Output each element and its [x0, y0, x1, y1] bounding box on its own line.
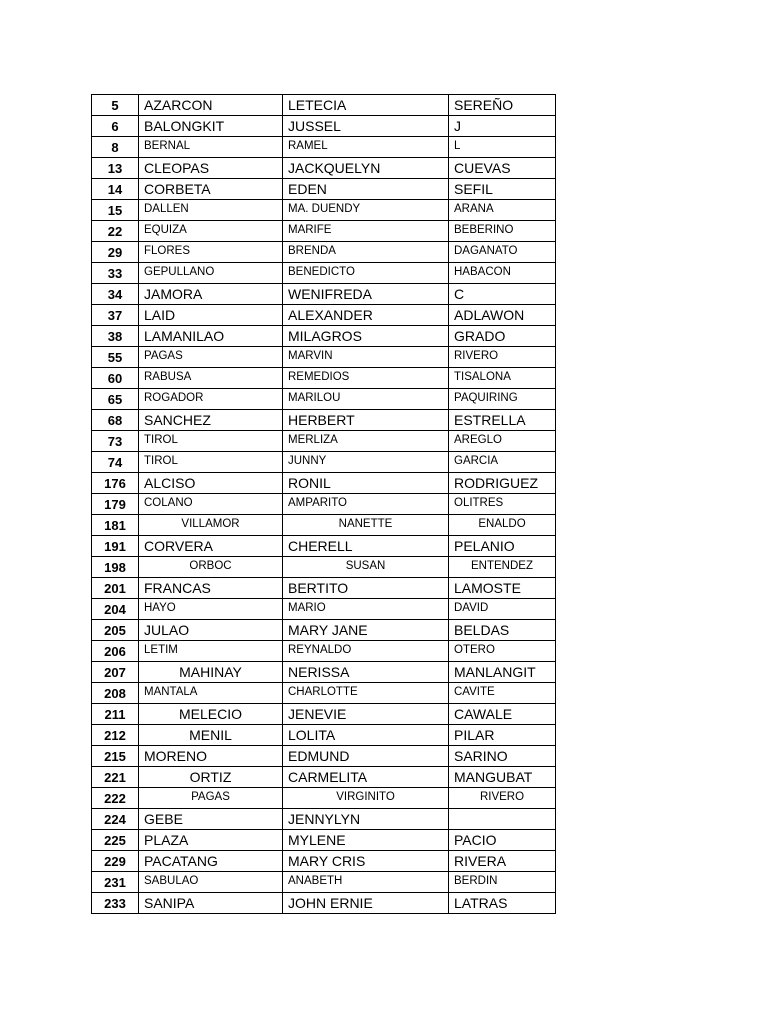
last-name-cell: BERNAL — [139, 137, 283, 158]
last-name-cell: PAGAS — [139, 788, 283, 809]
row-number: 222 — [92, 788, 139, 809]
table-row — [92, 578, 556, 599]
row-number: 225 — [92, 830, 139, 851]
first-name-cell: BRENDA — [283, 242, 449, 263]
table-row — [92, 242, 556, 263]
row-number: 206 — [92, 641, 139, 662]
first-name-cell: MYLENE — [283, 830, 449, 851]
table-row — [92, 347, 556, 368]
first-name-cell: NANETTE — [283, 515, 449, 536]
table-row — [92, 116, 556, 137]
last-name-cell: GEPULLANO — [139, 263, 283, 284]
middle-name-cell: RIVERO — [449, 347, 556, 368]
first-name-cell: MERLIZA — [283, 431, 449, 452]
row-number: 224 — [92, 809, 139, 830]
last-name-cell: PLAZA — [139, 830, 283, 851]
row-number: 176 — [92, 473, 139, 494]
row-number: 207 — [92, 662, 139, 683]
row-number: 231 — [92, 872, 139, 893]
first-name-cell: AMPARITO — [283, 494, 449, 515]
middle-name-cell — [449, 809, 556, 830]
middle-name-cell: MANGUBAT — [449, 767, 556, 788]
first-name-cell: SUSAN — [283, 557, 449, 578]
row-number: 38 — [92, 326, 139, 347]
row-number: 179 — [92, 494, 139, 515]
middle-name-cell: OTERO — [449, 641, 556, 662]
middle-name-cell: RIVERO — [449, 788, 556, 809]
last-name-cell: PACATANG — [139, 851, 283, 872]
row-number: 211 — [92, 704, 139, 725]
middle-name-cell: SEFIL — [449, 179, 556, 200]
row-number: 29 — [92, 242, 139, 263]
last-name-cell: TIROL — [139, 452, 283, 473]
last-name-cell: MELECIO — [139, 704, 283, 725]
table-row — [92, 389, 556, 410]
table-row — [92, 809, 556, 830]
table-row — [92, 557, 556, 578]
last-name-cell: ALCISO — [139, 473, 283, 494]
middle-name-cell: C — [449, 284, 556, 305]
table-row — [92, 179, 556, 200]
row-number: 221 — [92, 767, 139, 788]
table-row — [92, 662, 556, 683]
last-name-cell: ORBOC — [139, 557, 283, 578]
last-name-cell: MORENO — [139, 746, 283, 767]
row-number: 233 — [92, 893, 139, 914]
last-name-cell: SANIPA — [139, 893, 283, 914]
first-name-cell: MILAGROS — [283, 326, 449, 347]
last-name-cell: MANTALA — [139, 683, 283, 704]
first-name-cell: JENEVIE — [283, 704, 449, 725]
middle-name-cell: L — [449, 137, 556, 158]
table-row — [92, 284, 556, 305]
table-row — [92, 368, 556, 389]
table-row — [92, 137, 556, 158]
first-name-cell: WENIFREDA — [283, 284, 449, 305]
middle-name-cell: J — [449, 116, 556, 137]
middle-name-cell: OLITRES — [449, 494, 556, 515]
row-number: 8 — [92, 137, 139, 158]
middle-name-cell: SARINO — [449, 746, 556, 767]
row-number: 73 — [92, 431, 139, 452]
table-row — [92, 893, 556, 914]
table-row — [92, 200, 556, 221]
first-name-cell: JENNYLYN — [283, 809, 449, 830]
row-number: 60 — [92, 368, 139, 389]
middle-name-cell: HABACON — [449, 263, 556, 284]
middle-name-cell: PILAR — [449, 725, 556, 746]
row-number: 5 — [92, 95, 139, 116]
middle-name-cell: ARANA — [449, 200, 556, 221]
first-name-cell: LETECIA — [283, 95, 449, 116]
first-name-cell: BERTITO — [283, 578, 449, 599]
last-name-cell: JAMORA — [139, 284, 283, 305]
middle-name-cell: SEREÑO — [449, 95, 556, 116]
first-name-cell: EDEN — [283, 179, 449, 200]
table-row — [92, 263, 556, 284]
middle-name-cell: ENALDO — [449, 515, 556, 536]
row-number: 204 — [92, 599, 139, 620]
table-row — [92, 473, 556, 494]
middle-name-cell: BERDIN — [449, 872, 556, 893]
last-name-cell: DALLEN — [139, 200, 283, 221]
middle-name-cell: BEBERINO — [449, 221, 556, 242]
last-name-cell: JULAO — [139, 620, 283, 641]
row-number: 191 — [92, 536, 139, 557]
middle-name-cell: ADLAWON — [449, 305, 556, 326]
last-name-cell: ORTIZ — [139, 767, 283, 788]
row-number: 208 — [92, 683, 139, 704]
row-number: 74 — [92, 452, 139, 473]
table-row — [92, 431, 556, 452]
middle-name-cell: LAMOSTE — [449, 578, 556, 599]
first-name-cell: CARMELITA — [283, 767, 449, 788]
middle-name-cell: GARCIA — [449, 452, 556, 473]
first-name-cell: MARILOU — [283, 389, 449, 410]
middle-name-cell: CAVITE — [449, 683, 556, 704]
middle-name-cell: DAVID — [449, 599, 556, 620]
first-name-cell: RONIL — [283, 473, 449, 494]
middle-name-cell: LATRAS — [449, 893, 556, 914]
first-name-cell: EDMUND — [283, 746, 449, 767]
name-roster-table — [91, 94, 556, 914]
first-name-cell: REYNALDO — [283, 641, 449, 662]
last-name-cell: EQUIZA — [139, 221, 283, 242]
last-name-cell: MAHINAY — [139, 662, 283, 683]
last-name-cell: CORBETA — [139, 179, 283, 200]
row-number: 205 — [92, 620, 139, 641]
first-name-cell: CHARLOTTE — [283, 683, 449, 704]
last-name-cell: VILLAMOR — [139, 515, 283, 536]
first-name-cell: HERBERT — [283, 410, 449, 431]
table-row — [92, 536, 556, 557]
first-name-cell: JOHN ERNIE — [283, 893, 449, 914]
first-name-cell: JACKQUELYN — [283, 158, 449, 179]
first-name-cell: MARIFE — [283, 221, 449, 242]
last-name-cell: TIROL — [139, 431, 283, 452]
last-name-cell: BALONGKIT — [139, 116, 283, 137]
first-name-cell: CHERELL — [283, 536, 449, 557]
table-row — [92, 872, 556, 893]
table-row — [92, 515, 556, 536]
last-name-cell: RABUSA — [139, 368, 283, 389]
first-name-cell: LOLITA — [283, 725, 449, 746]
last-name-cell: AZARCON — [139, 95, 283, 116]
table-row — [92, 641, 556, 662]
row-number: 215 — [92, 746, 139, 767]
last-name-cell: COLANO — [139, 494, 283, 515]
first-name-cell: MARY JANE — [283, 620, 449, 641]
middle-name-cell: CAWALE — [449, 704, 556, 725]
last-name-cell: CLEOPAS — [139, 158, 283, 179]
table-row — [92, 95, 556, 116]
table-row — [92, 158, 556, 179]
last-name-cell: ROGADOR — [139, 389, 283, 410]
row-number: 201 — [92, 578, 139, 599]
middle-name-cell: TISALONA — [449, 368, 556, 389]
table-row — [92, 620, 556, 641]
first-name-cell: ANABETH — [283, 872, 449, 893]
middle-name-cell: RIVERA — [449, 851, 556, 872]
middle-name-cell: DAGANATO — [449, 242, 556, 263]
first-name-cell: VIRGINITO — [283, 788, 449, 809]
middle-name-cell: RODRIGUEZ — [449, 473, 556, 494]
last-name-cell: LAID — [139, 305, 283, 326]
middle-name-cell: BELDAS — [449, 620, 556, 641]
row-number: 65 — [92, 389, 139, 410]
table-row — [92, 746, 556, 767]
last-name-cell: FRANCAS — [139, 578, 283, 599]
row-number: 55 — [92, 347, 139, 368]
row-number: 34 — [92, 284, 139, 305]
table-row — [92, 704, 556, 725]
row-number: 33 — [92, 263, 139, 284]
table-row — [92, 410, 556, 431]
table-row — [92, 599, 556, 620]
table-row — [92, 452, 556, 473]
roster-body — [92, 95, 556, 914]
table-row — [92, 830, 556, 851]
row-number: 14 — [92, 179, 139, 200]
middle-name-cell: PAQUIRING — [449, 389, 556, 410]
table-row — [92, 221, 556, 242]
last-name-cell: SANCHEZ — [139, 410, 283, 431]
last-name-cell: FLORES — [139, 242, 283, 263]
row-number: 212 — [92, 725, 139, 746]
last-name-cell: LAMANILAO — [139, 326, 283, 347]
middle-name-cell: ESTRELLA — [449, 410, 556, 431]
row-number: 68 — [92, 410, 139, 431]
first-name-cell: ALEXANDER — [283, 305, 449, 326]
first-name-cell: MARY CRIS — [283, 851, 449, 872]
middle-name-cell: PACIO — [449, 830, 556, 851]
last-name-cell: GEBE — [139, 809, 283, 830]
middle-name-cell: CUEVAS — [449, 158, 556, 179]
row-number: 198 — [92, 557, 139, 578]
row-number: 6 — [92, 116, 139, 137]
row-number: 22 — [92, 221, 139, 242]
first-name-cell: REMEDIOS — [283, 368, 449, 389]
table-row — [92, 494, 556, 515]
table-row — [92, 326, 556, 347]
table-row — [92, 725, 556, 746]
first-name-cell: JUSSEL — [283, 116, 449, 137]
last-name-cell: HAYO — [139, 599, 283, 620]
table-row — [92, 305, 556, 326]
row-number: 15 — [92, 200, 139, 221]
row-number: 37 — [92, 305, 139, 326]
first-name-cell: NERISSA — [283, 662, 449, 683]
first-name-cell: JUNNY — [283, 452, 449, 473]
last-name-cell: CORVERA — [139, 536, 283, 557]
table-row — [92, 788, 556, 809]
table-row — [92, 683, 556, 704]
last-name-cell: SABULAO — [139, 872, 283, 893]
last-name-cell: MENIL — [139, 725, 283, 746]
first-name-cell: MA. DUENDY — [283, 200, 449, 221]
middle-name-cell: PELANIO — [449, 536, 556, 557]
row-number: 181 — [92, 515, 139, 536]
first-name-cell: MARVIN — [283, 347, 449, 368]
table-row — [92, 767, 556, 788]
middle-name-cell: GRADO — [449, 326, 556, 347]
first-name-cell: MARIO — [283, 599, 449, 620]
middle-name-cell: AREGLO — [449, 431, 556, 452]
row-number: 229 — [92, 851, 139, 872]
last-name-cell: PAGAS — [139, 347, 283, 368]
middle-name-cell: ENTENDEZ — [449, 557, 556, 578]
first-name-cell: BENEDICTO — [283, 263, 449, 284]
table-row — [92, 851, 556, 872]
first-name-cell: RAMEL — [283, 137, 449, 158]
middle-name-cell: MANLANGIT — [449, 662, 556, 683]
row-number: 13 — [92, 158, 139, 179]
last-name-cell: LETIM — [139, 641, 283, 662]
